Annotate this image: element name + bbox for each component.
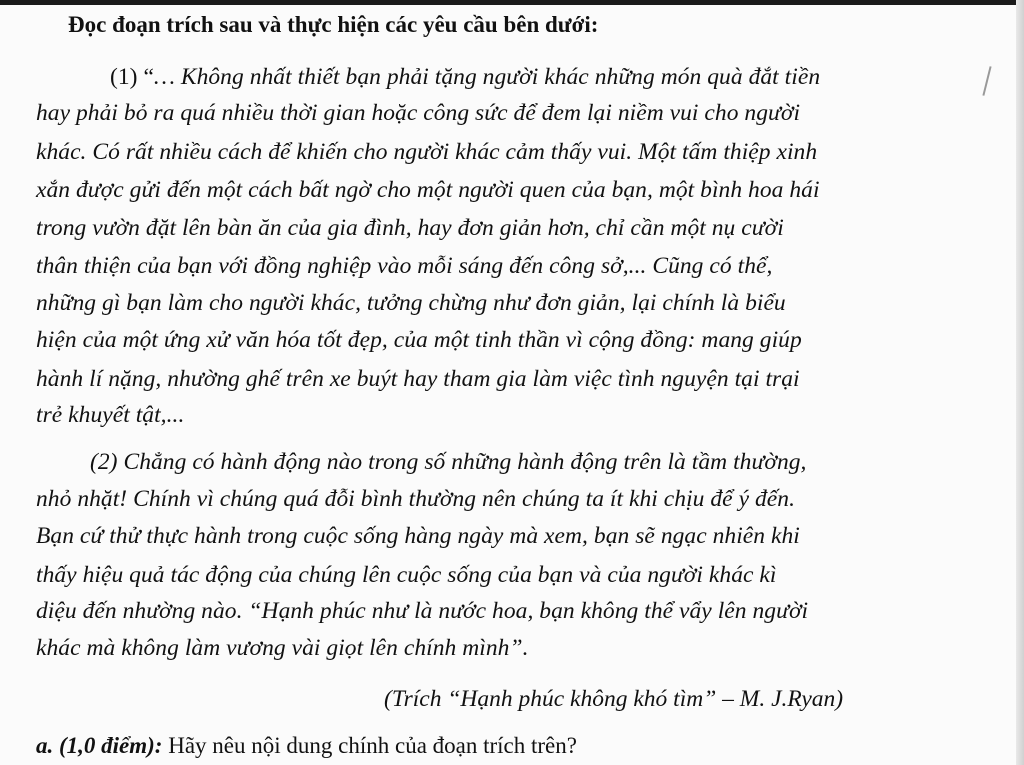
scan-mark <box>982 66 991 96</box>
source-citation: (Trích “Hạnh phúc không khó tìm” – M. J.Ryan) <box>384 686 844 712</box>
paragraph-2-line: khác mà không làm vương vài giọt lên chính mình”. <box>36 635 529 661</box>
paragraph-1-line <box>110 64 820 91</box>
paragraph-1-line: hay phải bỏ ra quá nhiều thời gian hoặc công sức để đem lại niềm vui cho người <box>36 100 801 126</box>
paragraph-1-line: trong vườn đặt lên bàn ăn của gia đình, hay đơn giản hơn, chỉ cần một nụ cười <box>36 215 784 241</box>
question-label: a. (1,0 điểm): <box>36 733 163 758</box>
exercise-heading: Đọc đoạn trích sau và thực hiện các yêu cầu bên dưới: <box>68 12 599 37</box>
paragraph-2-line: diệu đến nhường nào. “Hạnh phúc như là nước hoa, bạn không thể vẩy lên người <box>36 598 809 624</box>
paragraph-1-line: hiện của một ứng xử văn hóa tốt đẹp, của một tinh thần vì cộng đồng: mang giúp <box>36 327 802 353</box>
paragraph-1-line: trẻ khuyết tật,... <box>36 402 185 428</box>
paragraph-1-line: những gì bạn làm cho người khác, tưởng chừng như đơn giản, lại chính là biểu <box>36 290 786 316</box>
paragraph-1-line: thân thiện của bạn với đồng nghiệp vào mỗi sáng đến công sở,... Cũng có thể, <box>36 253 773 279</box>
question-text: Hãy nêu nội dung chính của đoạn trích trên? <box>162 733 577 758</box>
paragraph-1-line: xắn được gửi đến một cách bất ngờ cho một người quen của bạn, một bình hoa hái <box>36 177 820 203</box>
paragraph-2-line: thấy hiệu quả tác động của chúng lên cuộc sống của bạn và của người khác kì <box>36 562 777 588</box>
paragraph-2-line: Bạn cứ thử thực hành trong cuộc sống hàng ngày mà xem, bạn sẽ ngạc nhiên khi <box>36 523 800 549</box>
paragraph-2-line: nhỏ nhặt! Chính vì chúng quá đỗi bình thường nên chúng ta ít khi chịu để ý đến. <box>36 486 796 512</box>
paragraph-1-line: khác. Có rất nhiều cách để khiến cho người khác cảm thấy vui. Một tấm thiệp xinh <box>36 139 818 165</box>
paragraph-1-line: hành lí nặng, nhường ghế trên xe buýt hay tham gia làm việc tình nguyện tại trại <box>36 366 800 392</box>
paragraph-2-line: (2) Chẳng có hành động nào trong số những hành động trên là tầm thường, <box>90 449 807 475</box>
paragraph-number: (1) “ <box>110 64 154 90</box>
paragraph-text: … Không nhất thiết bạn phải tặng người khác những món quà đắt tiền <box>153 64 821 90</box>
question-a <box>36 733 577 759</box>
top-border <box>0 0 1024 5</box>
page-edge-shadow <box>1016 0 1024 765</box>
